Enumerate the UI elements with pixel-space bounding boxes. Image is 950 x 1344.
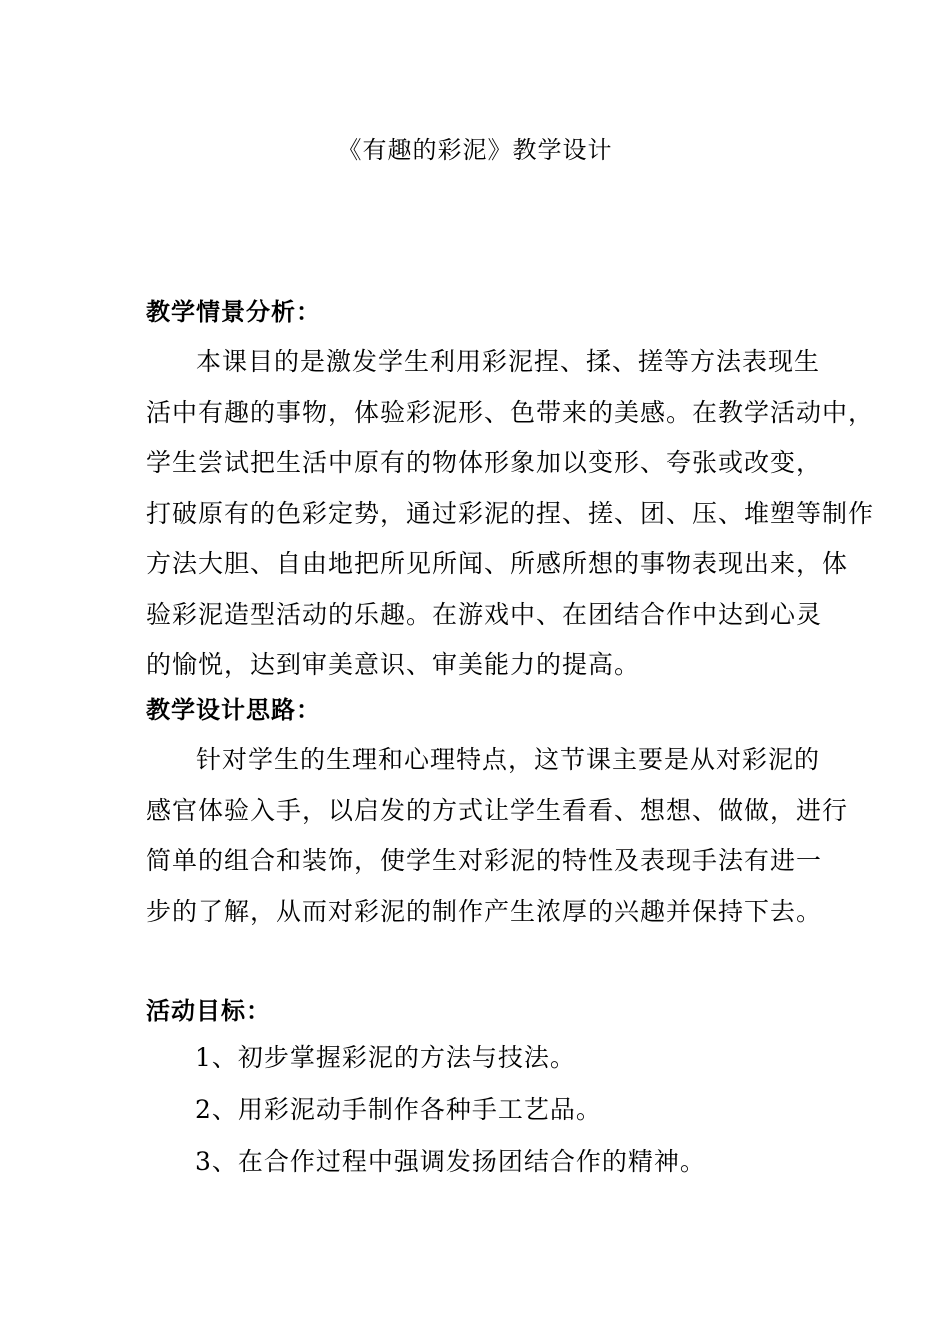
paragraph-situation-analysis [146,337,875,691]
paragraph-line: 方法大胆、自由地把所见所闻、所感所想的事物表现出来，体 [146,549,849,578]
paragraph-line: 打破原有的色彩定势，通过彩泥的捏、搓、团、压、堆塑等制作 [146,498,875,528]
section-heading-activity-goals: 活动目标： [146,997,271,1025]
list-item: 2、用彩泥动手制作各种手工艺品。 [195,1095,602,1124]
paragraph-line: 本课目的是激发学生利用彩泥捏、揉、搓等方法表现生 [196,347,821,376]
paragraph-line: 学生尝试把生活中原有的物体形象加以变形、夸张或改变， [146,448,823,477]
document-title: 《有趣的彩泥》教学设计 [337,136,613,164]
goals-list [195,1032,706,1188]
paragraph-line: 简单的组合和装饰，使学生对彩泥的特性及表现手法有进一 [146,846,823,875]
paragraph-line: 活中有趣的事物，体验彩泥形、色带来的美感。在教学活动中， [146,397,875,427]
list-item: 1、初步掌握彩泥的方法与技法。 [195,1043,576,1072]
section-heading-situation-analysis: 教学情景分析： [146,298,321,326]
paragraph-line: 针对学生的生理和心理特点，这节课主要是从对彩泥的 [196,745,821,774]
paragraph-design-approach [146,735,849,937]
paragraph-line: 验彩泥造型活动的乐趣。在游戏中、在团结合作中达到心灵 [146,599,823,629]
paragraph-line: 感官体验入手，以启发的方式让学生看看、想想、做做，进行 [146,795,849,825]
list-item: 3、在合作过程中强调发扬团结合作的精神。 [195,1147,706,1176]
paragraph-line: 步的了解，从而对彩泥的制作产生浓厚的兴趣并保持下去。 [146,896,823,926]
section-heading-design-approach: 教学设计思路： [146,696,321,724]
paragraph-line: 的愉悦，达到审美意识、审美能力的提高。 [146,650,641,679]
